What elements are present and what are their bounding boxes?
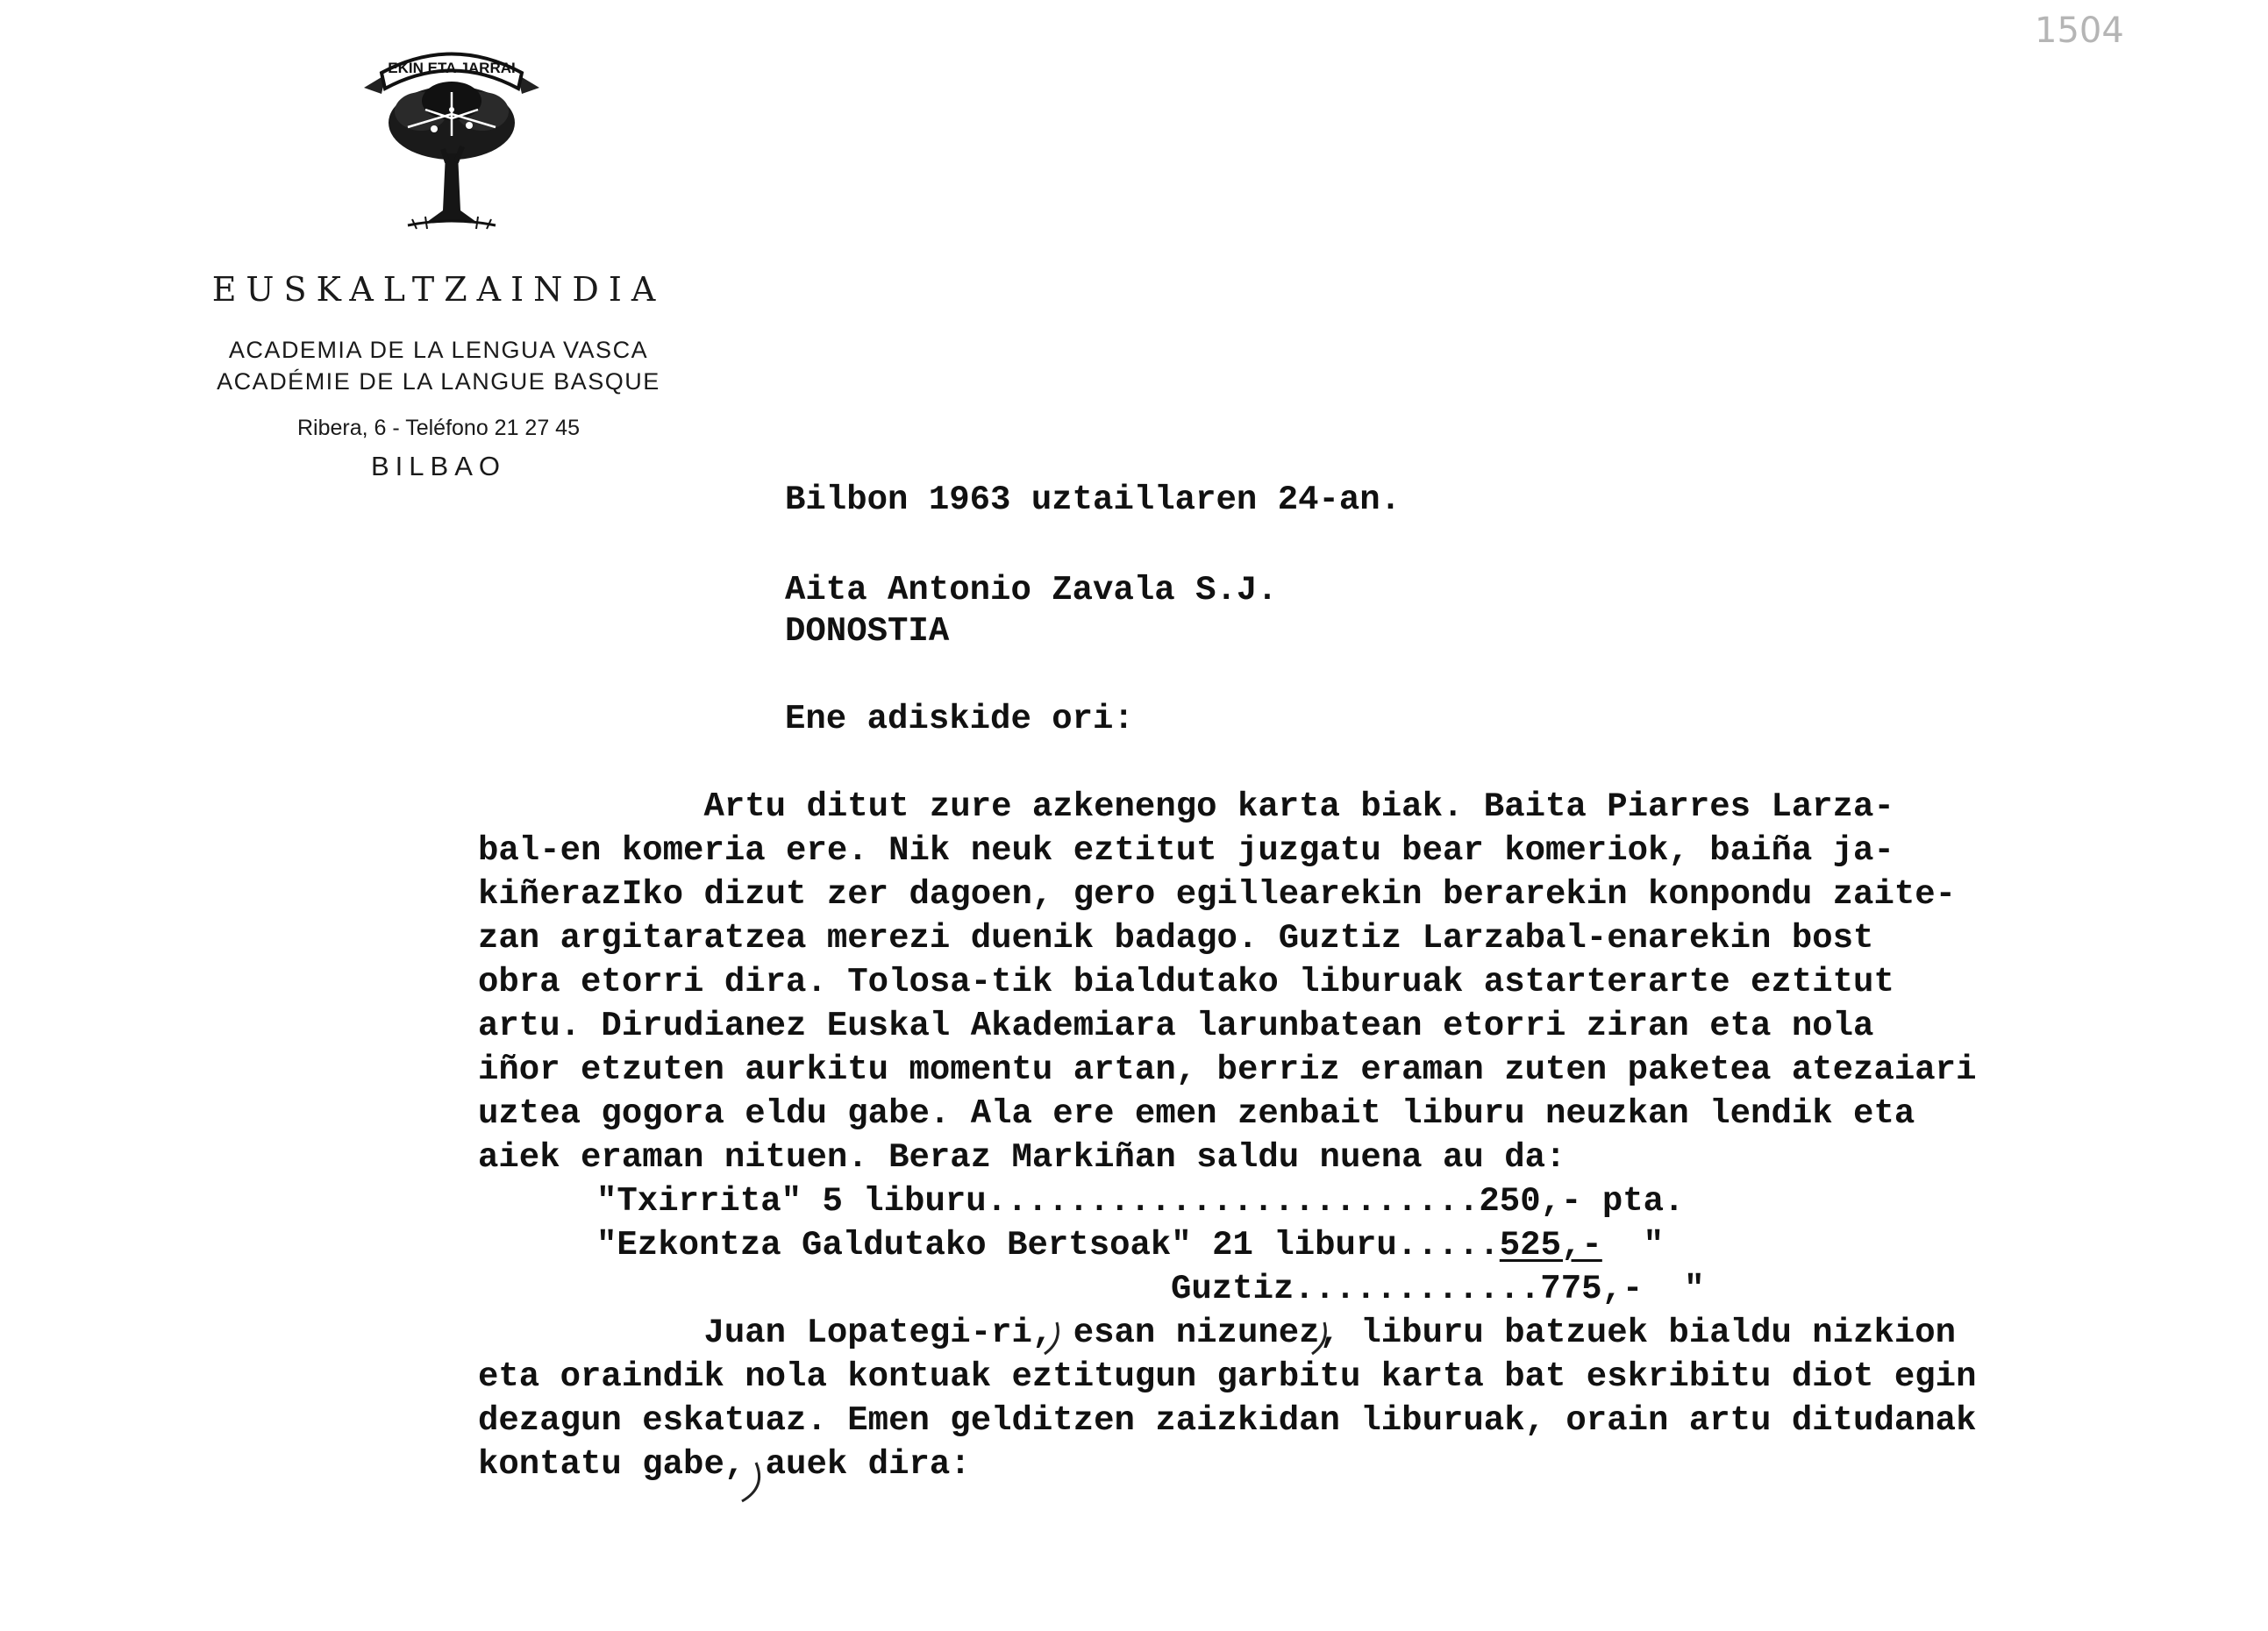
- body-line: artu. Dirudianez Euskal Akademiara larunbatean etorri ziran eta nola: [478, 1007, 1874, 1045]
- ledger-item: "Txirrita" 5 liburu: [596, 1182, 987, 1221]
- total-label: Guztiz: [1171, 1270, 1294, 1308]
- pencil-note: 1504: [2035, 11, 2124, 51]
- ledger-unit: ": [1643, 1226, 1665, 1264]
- addressee-name: Aita Antonio Zavala S.J.: [785, 571, 1278, 609]
- body-line: uztea gogora eldu gabe. Ala ere emen zenbait liburu neuzkan lendik eta: [478, 1094, 1915, 1133]
- ledger-total-row: [1171, 1267, 1705, 1311]
- ledger-row: [596, 1179, 1684, 1223]
- body-line: iñor etzuten aurkitu momentu artan, berriz eraman zuten paketea atezaiari: [478, 1051, 1977, 1089]
- ledger-dots: ........................: [986, 1182, 1480, 1221]
- greeting: Ene adiskide ori:: [785, 700, 1134, 738]
- subtitle-spanish: ACADEMIA DE LA LENGUA VASCA: [228, 337, 649, 363]
- institution-name: EUSKALTZAINDIA: [211, 270, 666, 309]
- addressee-city: DONOSTIA: [785, 612, 950, 651]
- motto-text: EKIN ETA JARRAI: [388, 60, 516, 76]
- ledger-dots: .....: [1396, 1226, 1500, 1264]
- body-line: Artu ditut zure azkenengo karta biak. Baita Piarres Larza-: [478, 787, 1894, 826]
- handwritten-comma-mark: [1307, 1315, 1333, 1359]
- body-line: zan argitaratzea merezi duenik badago. Guztiz Larzabal-enarekin bost: [478, 919, 1874, 958]
- letter-date: Bilbon 1963 uztaillaren 24-an.: [785, 481, 1401, 519]
- ledger-amount: 250,-: [1479, 1182, 1582, 1221]
- body-line: eta oraindik nola kontuak eztitugun garbitu karta bat eskribitu diot egin: [478, 1357, 1977, 1396]
- handwritten-comma-mark: [1039, 1315, 1066, 1359]
- letterhead-address: Ribera, 6 - Teléfono 21 27 45: [297, 416, 580, 440]
- ledger-row: [596, 1223, 1664, 1267]
- ledger-unit: pta.: [1601, 1182, 1685, 1221]
- letterhead-city: BILBAO: [371, 451, 506, 481]
- total-amount: 775,-: [1540, 1270, 1644, 1308]
- subtitle-french: ACADÉMIE DE LA LANGUE BASQUE: [217, 368, 660, 395]
- ledger-item: "Ezkontza Galdutako Bertsoak" 21 liburu: [596, 1226, 1397, 1264]
- body-line: kontatu gabe, auek dira:: [478, 1445, 971, 1484]
- body-line: bal-en komeria ere. Nik neuk eztitut juzgatu bear komeriok, baiña ja-: [478, 831, 1894, 870]
- handwritten-comma-mark: [737, 1456, 772, 1508]
- total-unit: ": [1684, 1270, 1705, 1308]
- body-line: Juan Lopategi-ri, esan nizunez, liburu batzuek bialdu nizkion: [478, 1314, 1957, 1352]
- body-line: obra etorri dira. Tolosa-tik bialdutako liburuak astarterarte eztitut: [478, 963, 1894, 1001]
- body-line: aiek eraman nituen. Beraz Markiñan saldu nuena au da:: [478, 1138, 1566, 1177]
- total-dots: ............: [1294, 1270, 1541, 1308]
- body-line: kiñerazIko dizut zer dagoen, gero egillearekin berarekin konpondu zaite-: [478, 875, 1957, 914]
- body-line: dezagun eskatuaz. Emen gelditzen zaizkidan liburuak, orain artu ditudanak: [478, 1401, 1977, 1440]
- ledger-amount: 525,-: [1499, 1226, 1602, 1264]
- tree-emblem-icon: [346, 31, 557, 232]
